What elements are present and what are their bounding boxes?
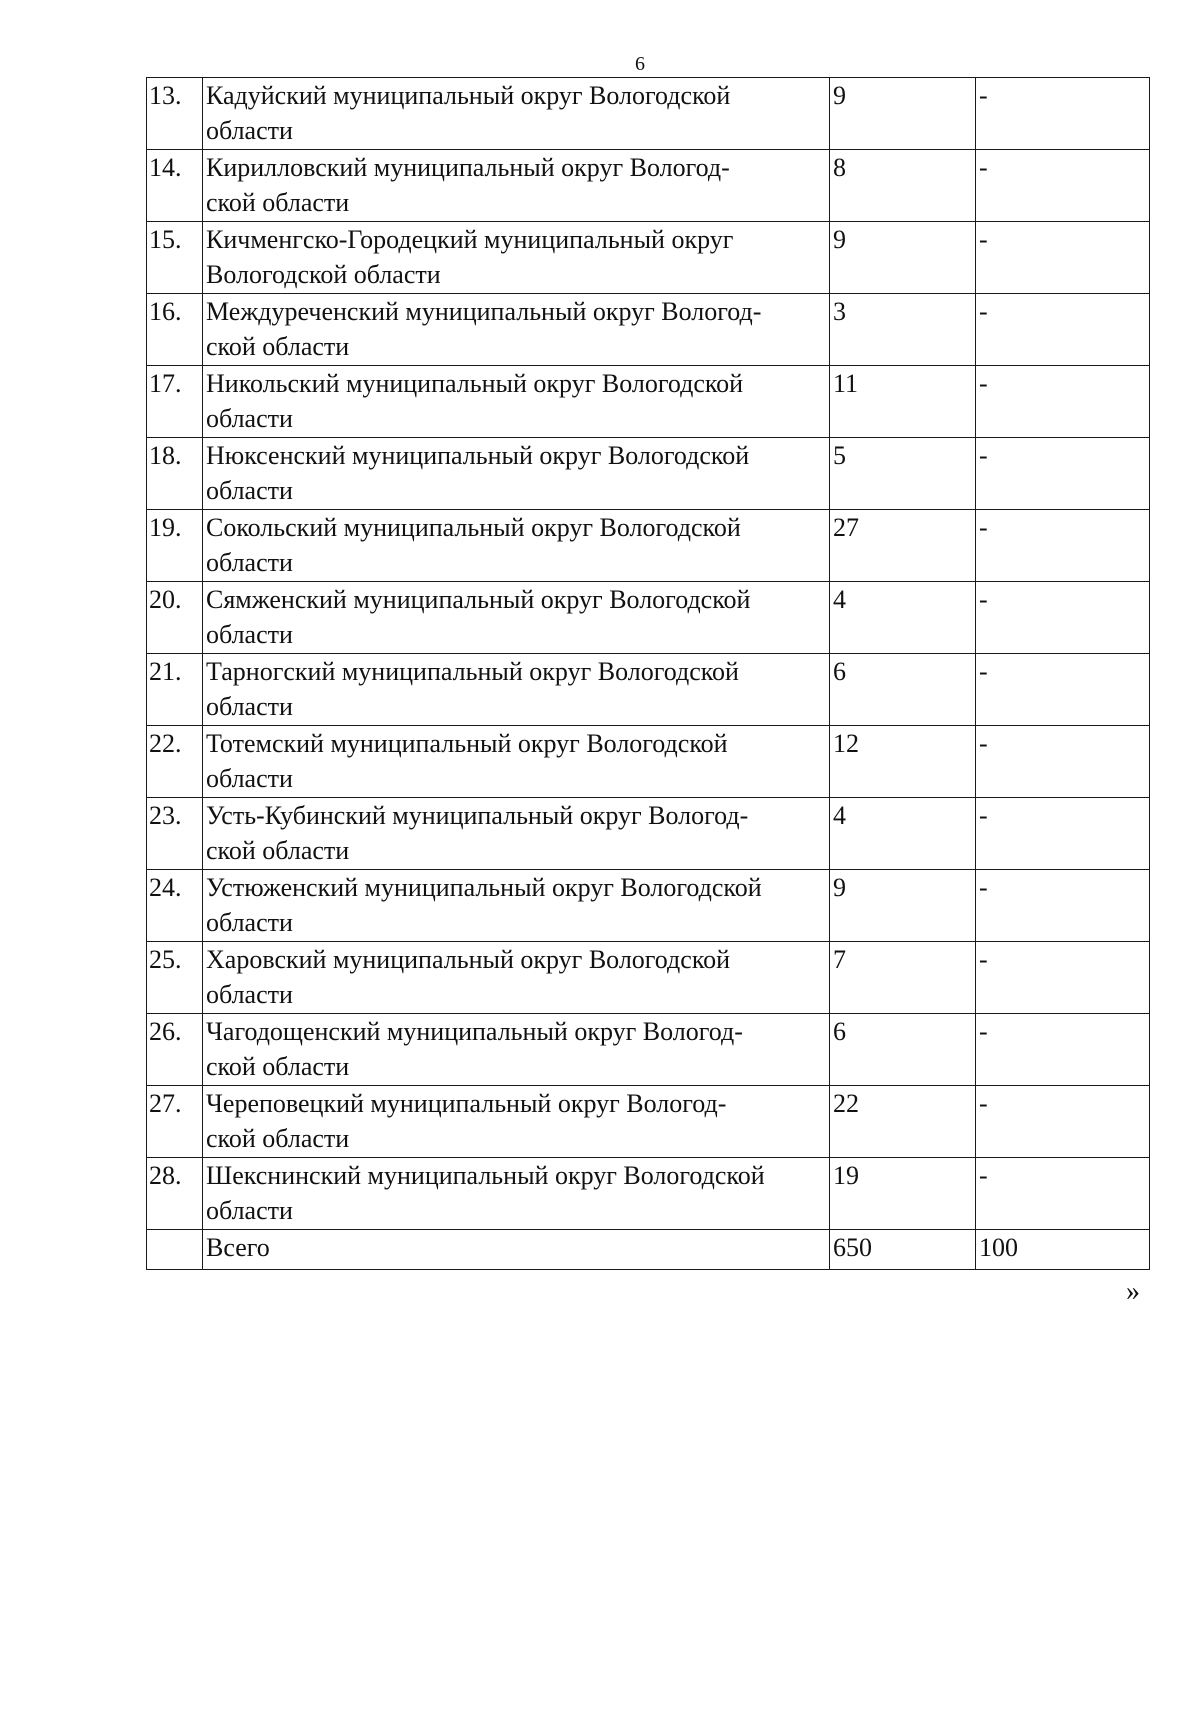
district-name-line: области [206, 404, 293, 433]
table-row [147, 78, 1150, 150]
district-name-cell [203, 1086, 830, 1158]
district-name-line: ской области [206, 188, 350, 217]
count-cell: 9 [830, 78, 976, 150]
district-name-cell [203, 366, 830, 438]
row-number-cell: 18. [147, 438, 203, 510]
district-name-line: области [206, 692, 293, 721]
share-cell: - [976, 150, 1150, 222]
table-row [147, 294, 1150, 366]
table-row [147, 222, 1150, 294]
district-name-cell [203, 726, 830, 798]
share-cell: - [976, 726, 1150, 798]
district-name-cell [203, 654, 830, 726]
district-name-line: области [206, 980, 293, 1009]
count-cell: 6 [830, 1014, 976, 1086]
count-cell: 6 [830, 654, 976, 726]
district-name-line: Устюженский муниципальный округ Вологодской [206, 873, 762, 902]
municipal-districts-table [146, 77, 1150, 1270]
count-cell: 4 [830, 798, 976, 870]
row-number-cell: 25. [147, 942, 203, 1014]
district-name-cell [203, 582, 830, 654]
district-name-cell [203, 798, 830, 870]
district-name-line: области [206, 1196, 293, 1225]
table-row [147, 510, 1150, 582]
closing-quote-mark: » [1126, 1276, 1140, 1307]
share-cell: - [976, 78, 1150, 150]
district-name-line: Чагодощенский муниципальный округ Вологод- [206, 1017, 743, 1046]
district-name-cell [203, 1014, 830, 1086]
share-cell: - [976, 870, 1150, 942]
row-number-cell: 19. [147, 510, 203, 582]
table-row [147, 150, 1150, 222]
row-number-cell: 15. [147, 222, 203, 294]
district-name-line: Сокольский муниципальный округ Вологодской [206, 513, 741, 542]
total-count-cell: 650 [830, 1230, 976, 1270]
share-cell: - [976, 942, 1150, 1014]
count-cell: 4 [830, 582, 976, 654]
district-name-line: области [206, 548, 293, 577]
table-row [147, 1158, 1150, 1230]
table-row [147, 1014, 1150, 1086]
count-cell: 19 [830, 1158, 976, 1230]
share-cell: - [976, 438, 1150, 510]
table-row [147, 438, 1150, 510]
district-name-cell [203, 1158, 830, 1230]
district-name-line: Кичменгско-Городецкий муниципальный округ [206, 225, 734, 254]
district-name-line: Междуреченский муниципальный округ Вологод- [206, 297, 762, 326]
share-cell: - [976, 1158, 1150, 1230]
district-name-line: области [206, 764, 293, 793]
count-cell: 22 [830, 1086, 976, 1158]
row-number-cell: 22. [147, 726, 203, 798]
share-cell: - [976, 294, 1150, 366]
district-name-line: Никольский муниципальный округ Вологодской [206, 369, 744, 398]
table-row [147, 726, 1150, 798]
row-number-cell: 26. [147, 1014, 203, 1086]
row-number-cell: 14. [147, 150, 203, 222]
district-name-line: ской области [206, 836, 350, 865]
share-cell: - [976, 1086, 1150, 1158]
table-row [147, 870, 1150, 942]
district-name-line: области [206, 116, 293, 145]
count-cell: 5 [830, 438, 976, 510]
share-cell: - [976, 582, 1150, 654]
district-name-line: области [206, 476, 293, 505]
district-name-cell [203, 438, 830, 510]
table-row [147, 798, 1150, 870]
district-name-line: ской области [206, 332, 350, 361]
count-cell: 9 [830, 870, 976, 942]
row-number-cell: 20. [147, 582, 203, 654]
district-name-line: Кирилловский муниципальный округ Вологод- [206, 153, 730, 182]
count-cell: 11 [830, 366, 976, 438]
district-name-line: ской области [206, 1124, 350, 1153]
district-name-line: Сямженский муниципальный округ Вологодской [206, 585, 751, 614]
row-number-cell: 27. [147, 1086, 203, 1158]
total-share-cell: 100 [976, 1230, 1150, 1270]
count-cell: 27 [830, 510, 976, 582]
table-row [147, 582, 1150, 654]
share-cell: - [976, 222, 1150, 294]
row-number-cell: 24. [147, 870, 203, 942]
row-number-cell: 13. [147, 78, 203, 150]
share-cell: - [976, 366, 1150, 438]
total-label-cell: Всего [203, 1230, 830, 1270]
district-name-line: Усть-Кубинский муниципальный округ Вологод- [206, 801, 749, 830]
share-cell: - [976, 510, 1150, 582]
count-cell: 8 [830, 150, 976, 222]
count-cell: 9 [830, 222, 976, 294]
district-name-line: Тотемский муниципальный округ Вологодской [206, 729, 728, 758]
count-cell: 3 [830, 294, 976, 366]
district-name-line: области [206, 620, 293, 649]
district-name-cell [203, 222, 830, 294]
district-name-line: Череповецкий муниципальный округ Вологод- [206, 1089, 727, 1118]
row-number-cell: 23. [147, 798, 203, 870]
district-name-line: Харовский муниципальный округ Вологодской [206, 945, 731, 974]
table-row [147, 1086, 1150, 1158]
row-number-cell: 17. [147, 366, 203, 438]
total-number-cell [147, 1230, 203, 1270]
share-cell: - [976, 798, 1150, 870]
row-number-cell: 16. [147, 294, 203, 366]
district-name-line: Нюксенский муниципальный округ Вологодской [206, 441, 750, 470]
district-name-line: ской области [206, 1052, 350, 1081]
count-cell: 7 [830, 942, 976, 1014]
table-row [147, 366, 1150, 438]
district-name-line: области [206, 908, 293, 937]
table-row [147, 942, 1150, 1014]
district-name-line: Шекснинский муниципальный округ Вологодской [206, 1161, 765, 1190]
district-name-line: Тарногский муниципальный округ Вологодской [206, 657, 739, 686]
share-cell: - [976, 1014, 1150, 1086]
row-number-cell: 21. [147, 654, 203, 726]
district-name-line: Вологодской области [206, 260, 441, 289]
district-name-cell [203, 78, 830, 150]
share-cell: - [976, 654, 1150, 726]
count-cell: 12 [830, 726, 976, 798]
district-name-cell [203, 294, 830, 366]
district-name-cell [203, 510, 830, 582]
district-name-cell [203, 942, 830, 1014]
district-name-cell [203, 870, 830, 942]
total-row [147, 1230, 1150, 1270]
district-name-line: Кадуйский муниципальный округ Вологодской [206, 81, 731, 110]
page-number: 6 [635, 53, 645, 75]
table-row [147, 654, 1150, 726]
district-name-cell [203, 150, 830, 222]
row-number-cell: 28. [147, 1158, 203, 1230]
